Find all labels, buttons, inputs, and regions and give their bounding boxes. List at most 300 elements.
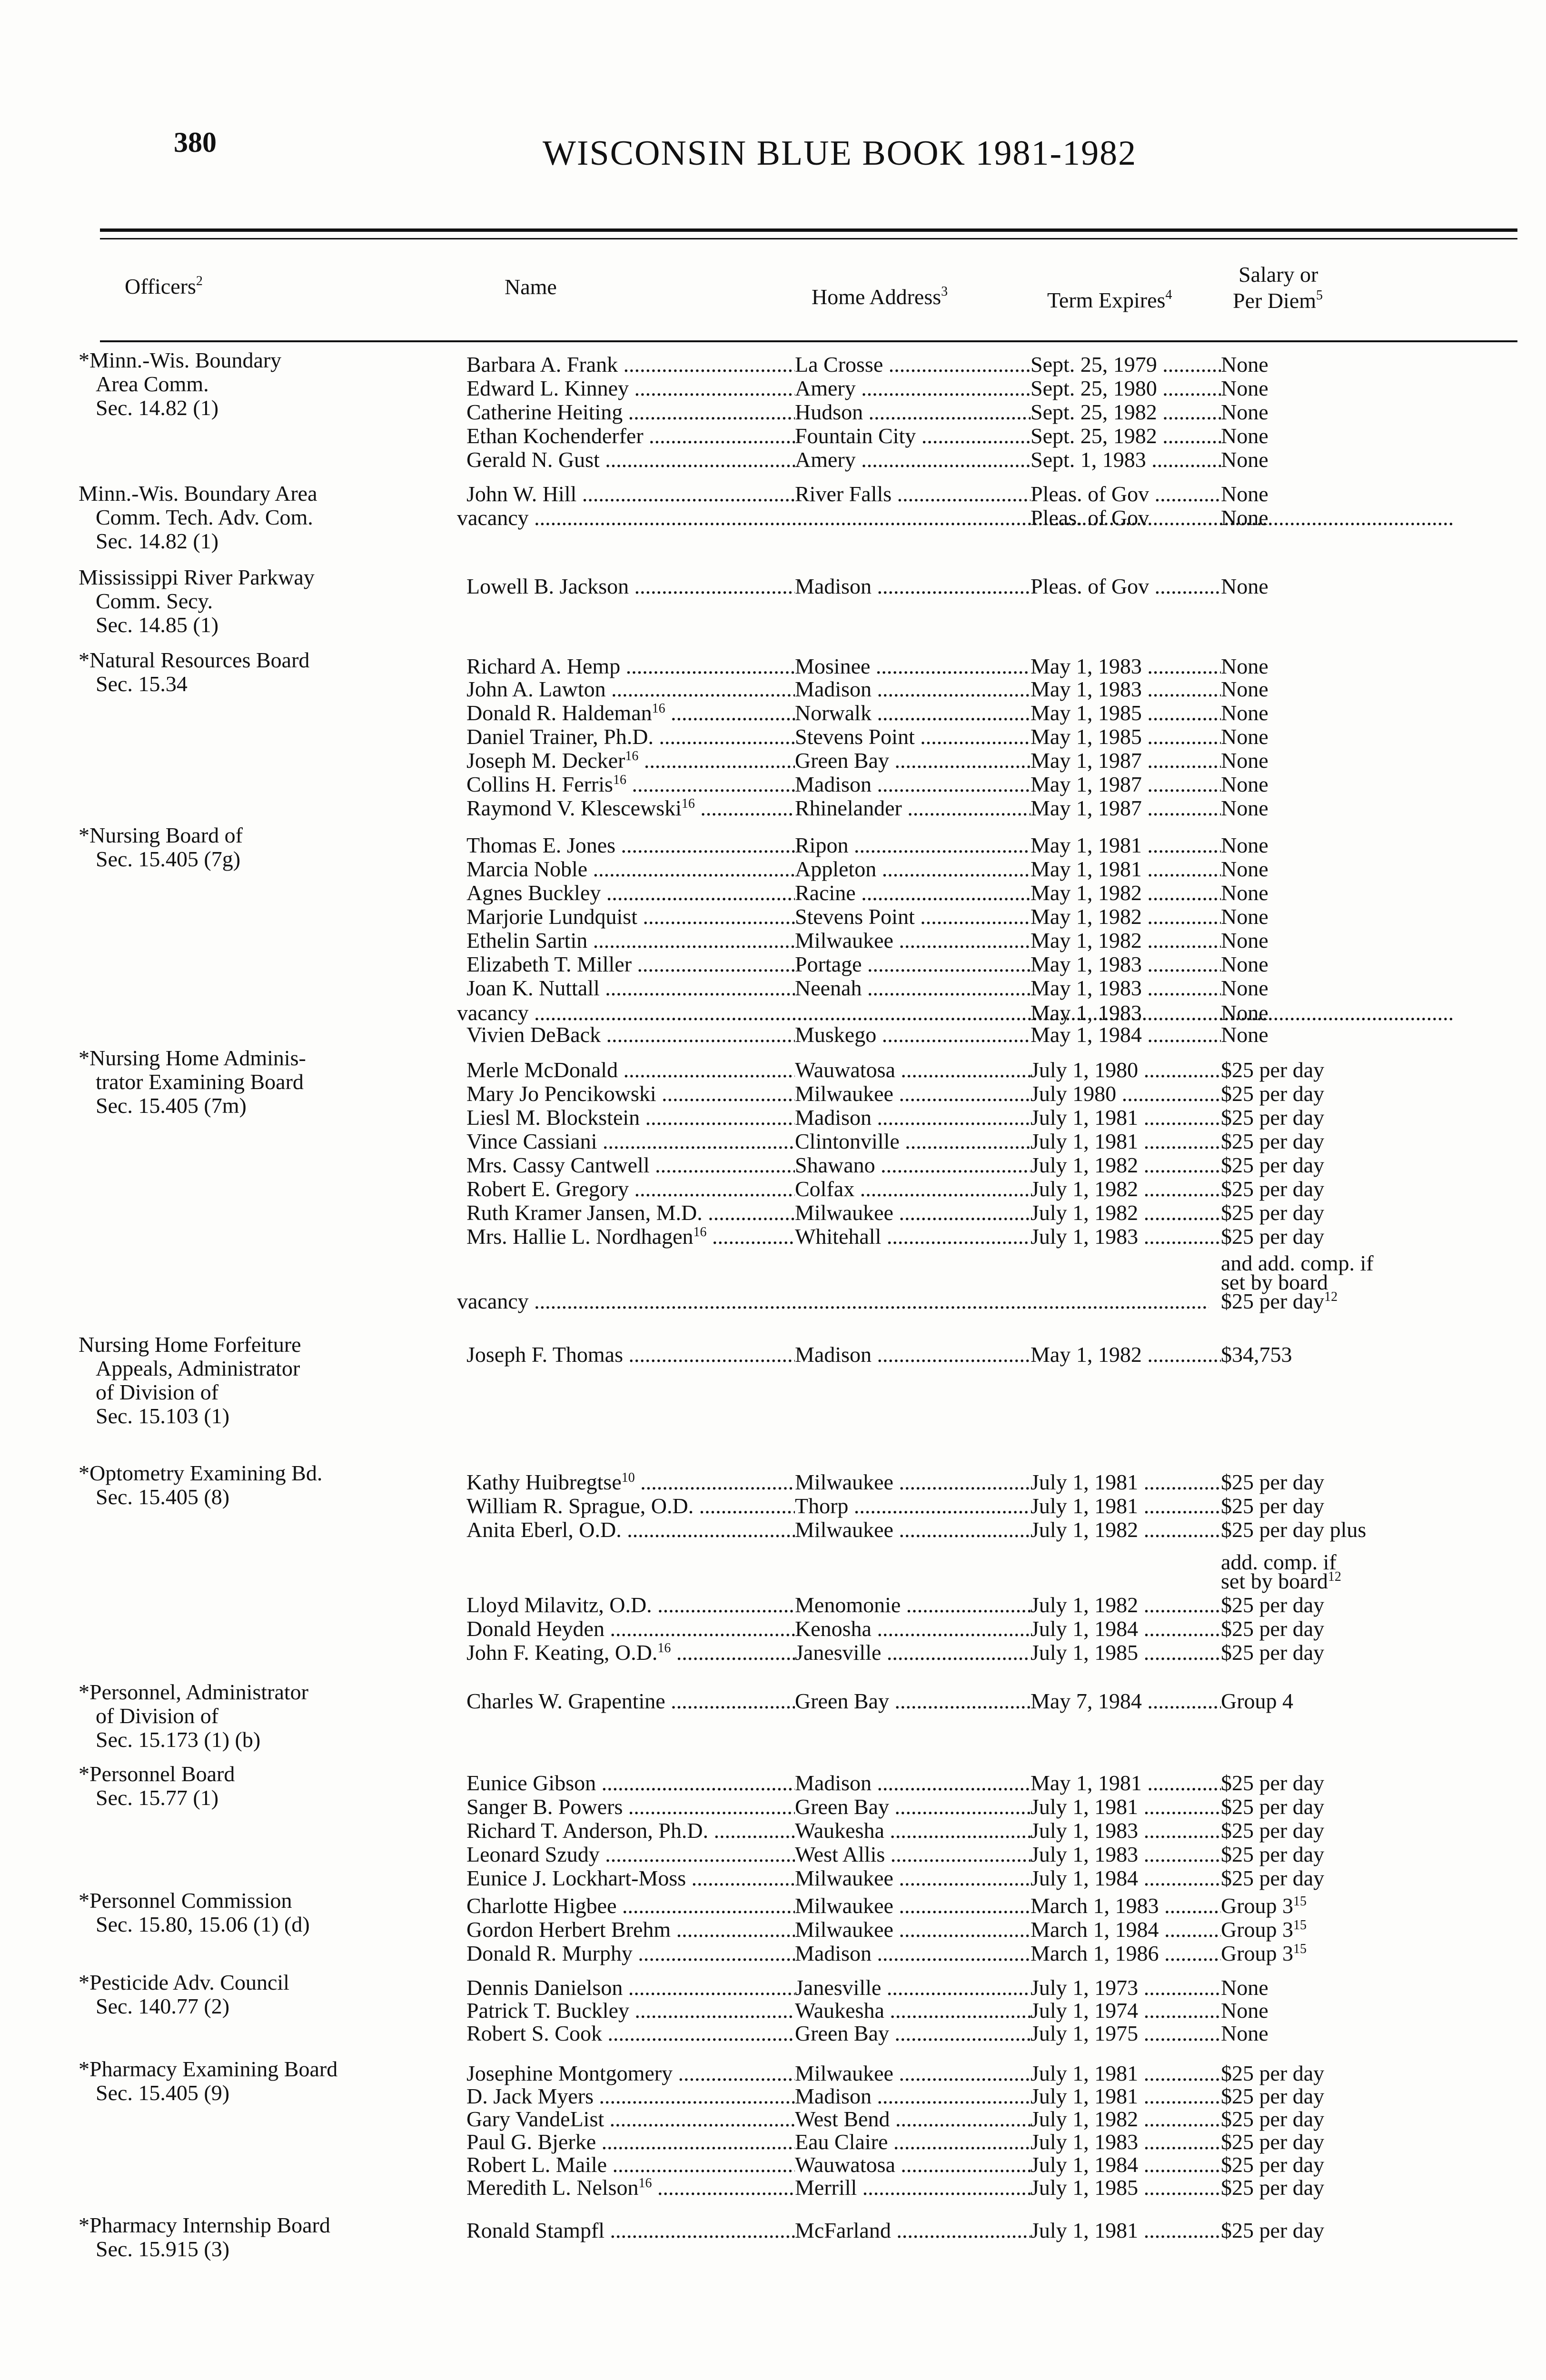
member-name: John F. Keating, O.D.$^{16}$ ..... — [466, 1640, 795, 1665]
member-term-expires: July 1, 1974 ..... — [1031, 1998, 1221, 2023]
member-name: Collins H. Ferris$^{16}$ ..... — [466, 772, 795, 797]
member-term-expires: March 1, 1986 ..... — [1031, 1941, 1221, 1966]
member-row — [0, 724, 1546, 749]
member-name: Charles W. Grapentine ..... — [466, 1689, 795, 1714]
member-row — [0, 772, 1546, 797]
member-salary: None — [1221, 447, 1269, 472]
member-home-address: Madison ..... — [795, 2084, 1031, 2109]
member-name: Ethan Kochenderfer ..... — [466, 424, 795, 448]
member-home-address: Madison ..... — [795, 574, 1031, 599]
header-name: Name — [505, 275, 557, 299]
member-name: Barbara A. Frank ..... — [466, 352, 795, 377]
member-home-address: Madison ..... — [795, 677, 1031, 702]
member-row — [0, 2175, 1546, 2200]
member-home-address: Janesville ..... — [795, 1640, 1031, 1665]
officer-label: *Minn.-Wis. Boundary Area Comm. Sec. 14.82 (1) — [79, 348, 282, 420]
member-salary: None — [1221, 748, 1269, 773]
member-salary: Group $3^{15}$ — [1221, 1917, 1307, 1942]
officer-label: *Nursing Board of Sec. 15.405 (7g) — [79, 823, 243, 871]
member-name: Edward L. Kinney ..... — [466, 376, 795, 401]
member-home-address: Milwaukee ..... — [795, 1517, 1031, 1542]
member-salary: $25 per day — [1221, 1200, 1325, 1225]
member-home-address: La Crosse ..... — [795, 352, 1031, 377]
member-name: Lloyd Milavitz, O.D. ..... — [466, 1593, 795, 1617]
member-home-address: Green Bay ..... — [795, 2021, 1031, 2046]
member-home-address: Eau Claire ..... — [795, 2130, 1031, 2154]
member-home-address: Green Bay ..... — [795, 1689, 1031, 1714]
member-salary: None — [1221, 724, 1269, 749]
member-salary: None — [1221, 1022, 1269, 1047]
salary-continuation: and add. comp. if — [1221, 1251, 1374, 1275]
member-home-address: Kenosha ..... — [795, 1616, 1031, 1641]
member-home-address: Thorp ..... — [795, 1494, 1031, 1518]
member-home-address: Fountain City ..... — [795, 424, 1031, 448]
member-row — [0, 400, 1546, 425]
member-row — [0, 1771, 1546, 1795]
member-row — [0, 447, 1546, 472]
member-row — [0, 352, 1546, 377]
member-row — [0, 1177, 1546, 1201]
member-name: Ethelin Sartin ..... — [466, 928, 795, 953]
officer-label: Mississippi River Parkway Comm. Secy. Sec. 14.85 (1) — [79, 565, 315, 637]
member-row — [0, 1593, 1546, 1617]
member-home-address: Milwaukee ..... — [795, 928, 1031, 953]
header-officers: Officers$^2$ — [125, 274, 203, 298]
member-term-expires: July 1, 1980 ..... — [1031, 1058, 1221, 1082]
member-term-expires: May 1, 1983 ..... — [1031, 976, 1221, 1001]
member-term-expires: May 1, 1987 ..... — [1031, 796, 1221, 821]
member-salary: None — [1221, 376, 1269, 400]
member-home-address: Ripon ..... — [795, 833, 1031, 858]
member-term-expires: July 1, 1982 ..... — [1031, 1177, 1221, 1201]
member-term-expires: May 1, 1982 ..... — [1031, 881, 1221, 905]
member-salary: $25 per day plus — [1221, 1517, 1367, 1542]
member-home-address: Shawano ..... — [795, 1153, 1031, 1178]
member-home-address: Milwaukee ..... — [795, 1917, 1031, 1942]
member-name: Leonard Szudy ..... — [466, 1842, 795, 1867]
officer-label: *Pharmacy Internship Board Sec. 15.915 (3) — [79, 2213, 330, 2261]
member-name: Meredith L. Nelson$^{16}$ ..... — [466, 2175, 795, 2200]
member-term-expires: May 7, 1984 ..... — [1031, 1689, 1221, 1714]
member-term-expires: Sept. 25, 1982 ..... — [1031, 424, 1221, 448]
member-row — [0, 1842, 1546, 1867]
member-salary: $25 per day — [1221, 1842, 1325, 1866]
member-home-address: West Allis ..... — [795, 1842, 1031, 1867]
member-salary: None — [1221, 928, 1269, 952]
member-salary: None — [1221, 654, 1269, 678]
member-salary: None — [1221, 677, 1269, 701]
member-name: Kathy Huibregtse$^{10}$ ..... — [466, 1470, 795, 1495]
member-row — [0, 1494, 1546, 1518]
member-row — [0, 2084, 1546, 2109]
member-term-expires: July 1, 1981 ..... — [1031, 2084, 1221, 2109]
member-name: Ruth Kramer Jansen, M.D. ..... — [466, 1200, 795, 1225]
member-term-expires: May 1, 1982 ..... — [1031, 1342, 1221, 1367]
member-name: Daniel Trainer, Ph.D. ..... — [466, 724, 795, 749]
member-salary: Group $3^{15}$ — [1221, 1894, 1307, 1918]
member-home-address: Menomonie ..... — [795, 1593, 1031, 1617]
member-row — [0, 952, 1546, 977]
member-name: Donald R. Haldeman$^{16}$ ..... — [466, 701, 795, 725]
member-salary: None — [1221, 352, 1269, 377]
member-salary: $25 per day — [1221, 1153, 1325, 1177]
member-term-expires: July 1, 1984 ..... — [1031, 2152, 1221, 2177]
member-row — [0, 1917, 1546, 1942]
member-home-address: Green Bay ..... — [795, 748, 1031, 773]
member-term-expires: May 1, 1984 ..... — [1031, 1022, 1221, 1047]
member-home-address: Amery ..... — [795, 447, 1031, 472]
member-salary: $25 per day — [1221, 1470, 1325, 1494]
member-home-address: West Bend ..... — [795, 2107, 1031, 2132]
page-number: 380 — [174, 127, 217, 158]
member-row — [0, 857, 1546, 882]
member-salary: $25 per day — [1221, 1494, 1325, 1518]
member-row — [0, 2107, 1546, 2132]
member-term-expires: July 1980 ..... — [1031, 1081, 1221, 1106]
member-term-expires: July 1, 1983 ..... — [1031, 1224, 1221, 1249]
member-home-address: River Falls ..... — [795, 482, 1031, 506]
member-name: Eunice Gibson ..... — [466, 1771, 795, 1795]
member-name: Liesl M. Blockstein ..... — [466, 1105, 795, 1130]
member-name: Elizabeth T. Miller ..... — [466, 952, 795, 977]
header-salary: Salary or Per Diem$^5$ — [1233, 262, 1323, 313]
member-row — [0, 1894, 1546, 1918]
member-home-address: Merrill ..... — [795, 2175, 1031, 2200]
member-term-expires: Pleas. of Gov ..... — [1031, 574, 1221, 599]
member-row — [0, 2130, 1546, 2154]
member-name: Raymond V. Klescewski$^{16}$ ..... — [466, 796, 795, 821]
member-name: Joseph F. Thomas ..... — [466, 1342, 795, 1367]
member-row — [0, 2061, 1546, 2086]
member-term-expires: May 1, 1983 ..... — [1031, 952, 1221, 977]
member-home-address: Mosinee ..... — [795, 654, 1031, 679]
member-name: Richard T. Anderson, Ph.D. ..... — [466, 1818, 795, 1843]
member-row — [0, 677, 1546, 702]
member-home-address: Stevens Point ..... — [795, 724, 1031, 749]
officer-label: *Personnel Commission Sec. 15.80, 15.06 (1) (d) — [79, 1888, 310, 1936]
member-salary: $25 per day — [1221, 1058, 1325, 1082]
member-name: Anita Eberl, O.D. ..... — [466, 1517, 795, 1542]
member-row — [0, 748, 1546, 773]
member-salary: $25 per day — [1221, 1771, 1325, 1795]
member-name: Eunice J. Lockhart-Moss ..... — [466, 1866, 795, 1891]
member-row — [0, 1975, 1546, 2000]
officer-label: *Personnel, Administrator of Division of Sec. 15.173 (1) (b) — [79, 1680, 308, 1752]
member-row — [0, 2218, 1546, 2243]
member-term-expires: July 1, 1981 ..... — [1031, 1129, 1221, 1154]
member-salary: Group $3^{15}$ — [1221, 1941, 1307, 1965]
member-salary: None — [1221, 976, 1269, 1000]
officer-label: Nursing Home Forfeiture Appeals, Administrator of Division of Sec. 15.103 (1) — [79, 1332, 301, 1428]
member-home-address: Appleton ..... — [795, 857, 1031, 882]
member-salary: $25 per day — [1221, 1640, 1325, 1665]
member-row — [0, 424, 1546, 448]
member-salary: $25 per day — [1221, 1795, 1325, 1819]
member-term-expires: July 1, 1981 ..... — [1031, 1494, 1221, 1518]
member-home-address: McFarland ..... — [795, 2218, 1031, 2243]
member-row — [0, 1866, 1546, 1891]
member-name: Josephine Montgomery ..... — [466, 2061, 795, 2086]
member-home-address: Whitehall ..... — [795, 1224, 1031, 1249]
salary-continuation: add. comp. if — [1221, 1550, 1337, 1574]
member-name: Thomas E. Jones ..... — [466, 833, 795, 858]
header-term-expires: Term Expires$^4$ — [1047, 288, 1172, 312]
member-home-address: Milwaukee ..... — [795, 1866, 1031, 1891]
member-home-address: Madison ..... — [795, 1941, 1031, 1966]
member-name: Lowell B. Jackson ..... — [466, 574, 795, 599]
member-term-expires: May 1, 1985 ..... — [1031, 724, 1221, 749]
member-term-expires: May 1, 1983 ..... — [1031, 654, 1221, 679]
member-home-address: Stevens Point ..... — [795, 904, 1031, 929]
member-row — [0, 1470, 1546, 1495]
officer-label: *Optometry Examining Bd. Sec. 15.405 (8) — [79, 1461, 323, 1509]
member-name: Paul G. Bjerke ..... — [466, 2130, 795, 2154]
member-row — [0, 1105, 1546, 1130]
member-term-expires: July 1, 1984 ..... — [1031, 1616, 1221, 1641]
member-salary: $25 per day — [1221, 1177, 1325, 1201]
member-term-expires: July 1, 1973 ..... — [1031, 1975, 1221, 2000]
member-name: Gary VandeList ..... — [466, 2107, 795, 2132]
member-row — [0, 1342, 1546, 1367]
member-row — [0, 1058, 1546, 1082]
member-name: Gerald N. Gust ..... — [466, 447, 795, 472]
member-term-expires: May 1, 1981 ..... — [1031, 857, 1221, 882]
member-home-address: Clintonville ..... — [795, 1129, 1031, 1154]
member-term-expires: July 1, 1982 ..... — [1031, 1593, 1221, 1617]
member-home-address: Green Bay ..... — [795, 1795, 1031, 1819]
member-name: Vivien DeBack ..... — [466, 1022, 795, 1047]
member-home-address: Milwaukee ..... — [795, 1470, 1031, 1495]
member-home-address: Neenah ..... — [795, 976, 1031, 1001]
member-term-expires: July 1, 1985 ..... — [1031, 1640, 1221, 1665]
member-term-expires: March 1, 1984 ..... — [1031, 1917, 1221, 1942]
member-term-expires: May 1, 1985 ..... — [1031, 701, 1221, 725]
member-row — [0, 1153, 1546, 1178]
officer-label: *Pharmacy Examining Board Sec. 15.405 (9) — [79, 2057, 338, 2105]
member-term-expires: July 1, 1981 ..... — [1031, 2061, 1221, 2086]
member-home-address: Madison ..... — [795, 1771, 1031, 1795]
member-name: Mrs. Hallie L. Nordhagen$^{16}$ ..... — [466, 1224, 795, 1249]
running-title: WISCONSIN BLUE BOOK 1981-1982 — [543, 134, 1137, 173]
member-home-address: Wauwatosa ..... — [795, 2152, 1031, 2177]
member-salary: $25 per day — [1221, 1081, 1325, 1106]
member-term-expires: May 1, 1983 ..... — [1031, 677, 1221, 702]
member-term-expires: July 1, 1983 ..... — [1031, 1818, 1221, 1843]
member-salary: $25 per day — [1221, 2061, 1325, 2085]
member-term-expires: July 1, 1981 ..... — [1031, 2218, 1221, 2243]
member-term-expires: July 1, 1985 ..... — [1031, 2175, 1221, 2200]
member-term-expires: July 1, 1982 ..... — [1031, 2107, 1221, 2132]
member-name: Joan K. Nuttall ..... — [466, 976, 795, 1001]
member-salary: Group 4 — [1221, 1689, 1294, 1713]
member-salary: $25 per day — [1221, 2152, 1325, 2177]
member-row — [0, 1818, 1546, 1843]
vacancy-line: vacancy ..... — [457, 506, 1454, 530]
member-home-address: Milwaukee ..... — [795, 1200, 1031, 1225]
member-name: Mary Jo Pencikowski ..... — [466, 1081, 795, 1106]
member-name: John A. Lawton ..... — [466, 677, 795, 702]
member-row — [0, 1689, 1546, 1714]
member-salary: $25 per day — [1221, 2218, 1325, 2242]
member-row — [0, 376, 1546, 401]
member-name: Charlotte Higbee ..... — [466, 1894, 795, 1918]
member-term-expires: May 1, 1987 ..... — [1031, 748, 1221, 773]
member-term-expires: July 1, 1975 ..... — [1031, 2021, 1221, 2046]
member-name: Catherine Heiting ..... — [466, 400, 795, 425]
member-row — [0, 482, 1546, 506]
member-term-expires: July 1, 1981 ..... — [1031, 1470, 1221, 1495]
member-salary: None — [1221, 833, 1269, 857]
member-name: Marjorie Lundquist ..... — [466, 904, 795, 929]
member-term-expires: Sept. 25, 1980 ..... — [1031, 376, 1221, 401]
member-name: Patrick T. Buckley ..... — [466, 1998, 795, 2023]
member-salary: None — [1221, 424, 1269, 448]
member-row — [0, 2021, 1546, 2046]
member-row — [0, 1795, 1546, 1819]
officer-label: *Natural Resources Board Sec. 15.34 — [79, 648, 310, 696]
member-salary: None — [1221, 574, 1269, 598]
member-term-expires: March 1, 1983 ..... — [1031, 1894, 1221, 1918]
member-name: Gordon Herbert Brehm ..... — [466, 1917, 795, 1942]
member-salary: None — [1221, 881, 1269, 905]
header-home-address: Home Address$^3$ — [812, 284, 948, 309]
member-home-address: Amery ..... — [795, 376, 1031, 401]
member-row — [0, 1616, 1546, 1641]
member-salary: $25 per day — [1221, 1593, 1325, 1617]
member-name: Richard A. Hemp ..... — [466, 654, 795, 679]
vacancy-terms: Pleas. of Gov None — [1031, 506, 1269, 530]
member-name: Ronald Stampfl ..... — [466, 2218, 795, 2243]
vacancy-line: vacancy ..... — [457, 1289, 1209, 1314]
vacancy-salary: $25 per day$^{12}$ — [1221, 1289, 1338, 1313]
member-term-expires: July 1, 1984 ..... — [1031, 1866, 1221, 1891]
member-term-expires: Pleas. of Gov ..... — [1031, 482, 1221, 506]
member-home-address: Madison ..... — [795, 772, 1031, 797]
member-salary: $25 per day — [1221, 1818, 1325, 1843]
member-home-address: Waukesha ..... — [795, 1818, 1031, 1843]
member-row — [0, 574, 1546, 599]
member-salary: $25 per day — [1221, 1224, 1325, 1249]
member-row — [0, 833, 1546, 858]
vacancy-line: vacancy ..... — [457, 1001, 1454, 1025]
member-term-expires: May 1, 1987 ..... — [1031, 772, 1221, 797]
member-home-address: Madison ..... — [795, 1105, 1031, 1130]
member-home-address: Waukesha ..... — [795, 1998, 1031, 2023]
member-name: William R. Sprague, O.D. ..... — [466, 1494, 795, 1518]
member-salary: None — [1221, 2021, 1269, 2045]
member-home-address: Milwaukee ..... — [795, 1081, 1031, 1106]
member-home-address: Colfax ..... — [795, 1177, 1031, 1201]
member-salary: $25 per day — [1221, 1105, 1325, 1130]
member-name: Donald Heyden ..... — [466, 1616, 795, 1641]
member-row — [0, 1129, 1546, 1154]
member-row — [0, 796, 1546, 821]
member-salary: None — [1221, 952, 1269, 976]
member-row — [0, 1022, 1546, 1047]
member-term-expires: July 1, 1981 ..... — [1031, 1105, 1221, 1130]
member-salary: None — [1221, 701, 1269, 725]
member-name: Mrs. Cassy Cantwell ..... — [466, 1153, 795, 1178]
member-term-expires: July 1, 1982 ..... — [1031, 1200, 1221, 1225]
member-home-address: Milwaukee ..... — [795, 2061, 1031, 2086]
member-name: D. Jack Myers ..... — [466, 2084, 795, 2109]
member-term-expires: May 1, 1982 ..... — [1031, 904, 1221, 929]
vacancy-terms: May 1, 1983 None — [1031, 1001, 1269, 1025]
member-row — [0, 1941, 1546, 1966]
member-salary: None — [1221, 904, 1269, 929]
member-home-address: Muskego ..... — [795, 1022, 1031, 1047]
member-term-expires: May 1, 1981 ..... — [1031, 833, 1221, 858]
member-salary: $25 per day — [1221, 1616, 1325, 1641]
officer-label: Minn.-Wis. Boundary Area Comm. Tech. Adv. Com. Sec. 14.82 (1) — [79, 481, 317, 553]
member-salary: $25 per day — [1221, 2175, 1325, 2200]
member-row — [0, 1517, 1546, 1542]
member-row — [0, 976, 1546, 1001]
member-row — [0, 1998, 1546, 2023]
member-row — [0, 904, 1546, 929]
member-home-address: Madison ..... — [795, 1342, 1031, 1367]
member-salary: None — [1221, 796, 1269, 820]
salary-continuation: set by board$^{12}$ — [1221, 1569, 1341, 1593]
member-row — [0, 928, 1546, 953]
member-salary: None — [1221, 482, 1269, 506]
member-home-address: Milwaukee ..... — [795, 1894, 1031, 1918]
member-row — [0, 1200, 1546, 1225]
member-row — [0, 1224, 1546, 1249]
member-term-expires: July 1, 1983 ..... — [1031, 1842, 1221, 1867]
member-name: Robert S. Cook ..... — [466, 2021, 795, 2046]
member-row — [0, 2152, 1546, 2177]
member-row — [0, 881, 1546, 905]
member-home-address: Hudson ..... — [795, 400, 1031, 425]
member-home-address: Rhinelander ..... — [795, 796, 1031, 821]
member-salary: $25 per day — [1221, 1866, 1325, 1890]
member-name: Robert L. Maile ..... — [466, 2152, 795, 2177]
member-row — [0, 1081, 1546, 1106]
member-salary: None — [1221, 1998, 1269, 2023]
member-row — [0, 701, 1546, 725]
member-salary: None — [1221, 772, 1269, 796]
member-row — [0, 654, 1546, 679]
member-term-expires: July 1, 1981 ..... — [1031, 1795, 1221, 1819]
member-name: Vince Cassiani ..... — [466, 1129, 795, 1154]
salary-continuation: set by board — [1221, 1270, 1328, 1294]
member-name: John W. Hill ..... — [466, 482, 795, 506]
member-salary: None — [1221, 1975, 1269, 2000]
member-salary: $34,753 — [1221, 1342, 1292, 1367]
member-home-address: Racine ..... — [795, 881, 1031, 905]
member-row — [0, 1640, 1546, 1665]
member-home-address: Janesville ..... — [795, 1975, 1031, 2000]
member-salary: None — [1221, 400, 1269, 424]
member-salary: $25 per day — [1221, 2107, 1325, 2131]
member-home-address: Norwalk ..... — [795, 701, 1031, 725]
officer-label: *Personnel Board Sec. 15.77 (1) — [79, 1762, 235, 1810]
member-term-expires: Sept. 1, 1983 ..... — [1031, 447, 1221, 472]
member-salary: $25 per day — [1221, 2130, 1325, 2154]
member-salary: $25 per day — [1221, 1129, 1325, 1153]
officer-label: *Pesticide Adv. Council Sec. 140.77 (2) — [79, 1970, 289, 2018]
member-name: Robert E. Gregory ..... — [466, 1177, 795, 1201]
member-name: Donald R. Murphy ..... — [466, 1941, 795, 1966]
member-name: Sanger B. Powers ..... — [466, 1795, 795, 1819]
member-salary: None — [1221, 857, 1269, 881]
member-term-expires: July 1, 1982 ..... — [1031, 1153, 1221, 1178]
member-salary: $25 per day — [1221, 2084, 1325, 2108]
member-name: Marcia Noble ..... — [466, 857, 795, 882]
member-home-address: Portage ..... — [795, 952, 1031, 977]
member-term-expires: Sept. 25, 1982 ..... — [1031, 400, 1221, 425]
